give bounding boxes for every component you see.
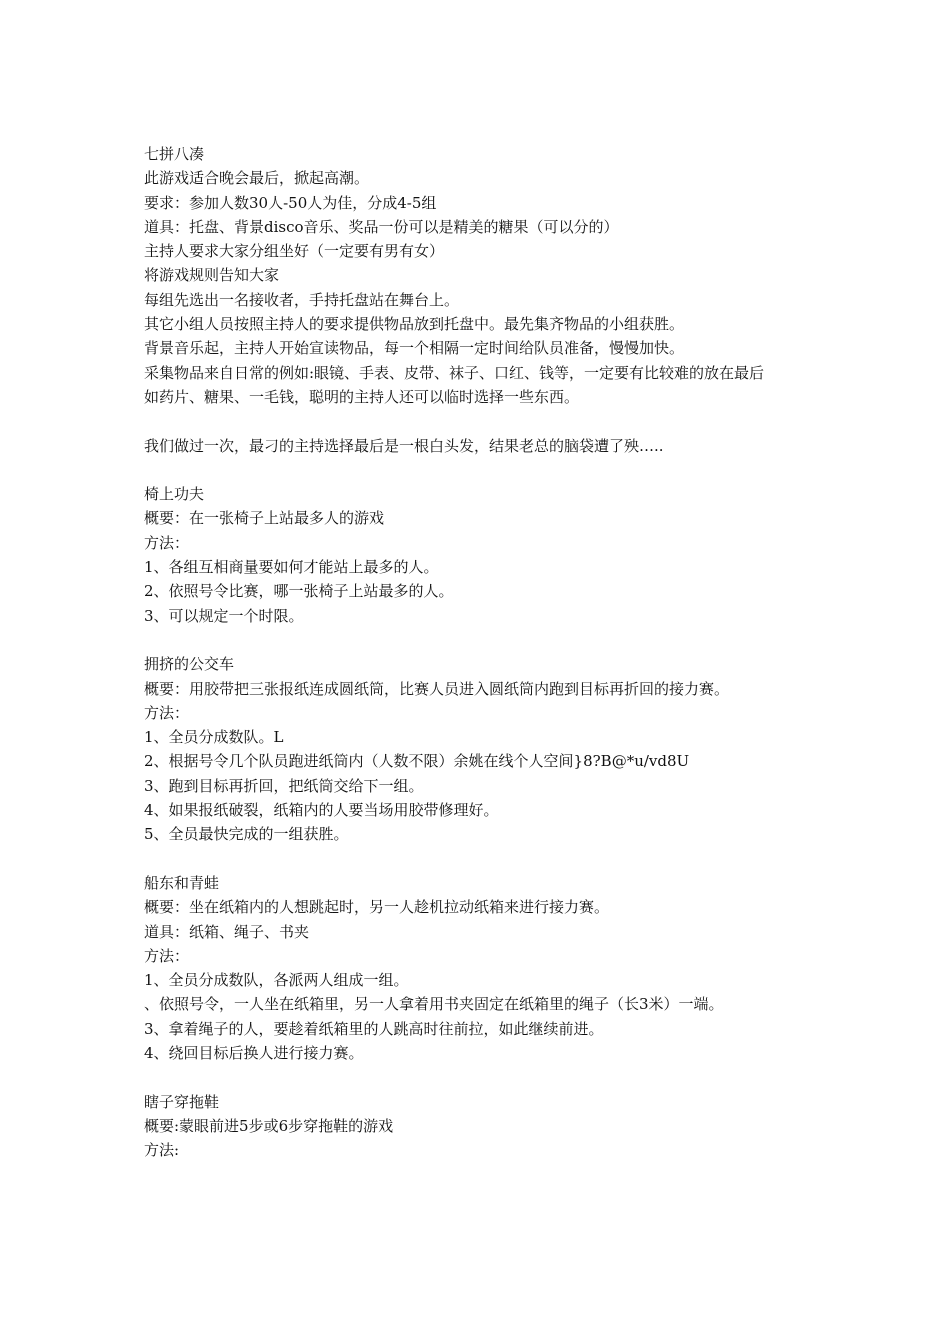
section-2 <box>144 434 824 458</box>
text-line: 要求：参加人数30人-50人为佳，分成4-5组 <box>144 193 437 212</box>
text-line: 道具：托盘、背景disco音乐、奖品一份可以是精美的糖果（可以分的） <box>144 217 619 236</box>
text-line: 5、全员最快完成的一组获胜。 <box>144 825 349 844</box>
text-line: 背景音乐起，主持人开始宣读物品，每一个相隔一定时间给队员准备，慢慢加快。 <box>144 339 685 358</box>
text-line: 1、各组互相商量要如何才能站上最多的人。 <box>144 558 439 577</box>
text-line: 概要：坐在纸箱内的人想跳起时，另一人趁机拉动纸箱来进行接力赛。 <box>144 898 610 917</box>
section-heading-line: 七拼八凑 <box>144 145 205 163</box>
text-line: 主持人要求大家分组坐好（一定要有男有女） <box>144 242 445 261</box>
text-line: 其它小组人员按照主持人的要求提供物品放到托盘中。最先集齐物品的小组获胜。 <box>144 315 685 334</box>
paragraph-gap <box>144 458 824 482</box>
text-line: 4、如果报纸破裂，纸箱内的人要当场用胶带修理好。 <box>144 801 499 820</box>
section-1 <box>144 142 824 409</box>
section-heading-line: 瞎子穿拖鞋 <box>144 1092 220 1111</box>
text-line: 道具：纸箱、绳子、书夹 <box>144 922 310 941</box>
text-line: 将游戏规则告知大家 <box>144 266 280 285</box>
text-line: 3、拿着绳子的人，要趁着纸箱里的人跳高时往前拉，如此继续前进。 <box>144 1019 604 1038</box>
text-line: 方法： <box>144 946 190 965</box>
text-line: 4、绕回目标后换人进行接力赛。 <box>144 1043 364 1062</box>
text-line: 3、跑到目标再折回，把纸筒交给下一组。 <box>144 776 424 795</box>
paragraph-gap <box>144 628 824 652</box>
text-line: 方法: <box>144 1141 180 1160</box>
section-heading-line: 拥挤的公交车 <box>144 655 235 674</box>
section-heading-line: 椅上功夫 <box>144 485 205 504</box>
document-body <box>144 142 824 1162</box>
section-6 <box>144 1090 824 1163</box>
text-line: 此游戏适合晚会最后，掀起高潮。 <box>144 169 370 188</box>
section-3 <box>144 482 824 628</box>
section-heading-line: 我们做过一次，最刁的主持选择最后是一根白头发，结果老总的脑袋遭了殃….. <box>144 436 664 455</box>
text-line: 如药片、糖果、一毛钱，聪明的主持人还可以临时选择一些东西。 <box>144 387 580 406</box>
text-line: 、依照号令，一人坐在纸箱里，另一人拿着用书夹固定在纸箱里的绳子（长3米）一端。 <box>144 995 724 1014</box>
text-line: 1、全员分成数队，各派两人组成一组。 <box>144 971 409 990</box>
text-line: 2、根据号令几个队员跑进纸筒内（人数不限）余姚在线个人空间}8?B@*u/vd8U <box>144 752 690 771</box>
text-line: 1、全员分成数队。L <box>144 728 284 747</box>
paragraph-gap <box>144 1065 824 1089</box>
text-line: 概要：用胶带把三张报纸连成圆纸筒，比赛人员进入圆纸筒内跑到目标再折回的接力赛。 <box>144 679 730 698</box>
section-heading-line: 船东和青蛙 <box>144 873 220 892</box>
text-line: 概要:蒙眼前进5步或6步穿拖鞋的游戏 <box>144 1116 394 1135</box>
section-5 <box>144 871 824 1065</box>
text-line: 概要：在一张椅子上站最多人的游戏 <box>144 509 385 528</box>
text-line: 方法： <box>144 533 190 552</box>
paragraph-gap <box>144 409 824 433</box>
text-line: 2、依照号令比赛，哪一张椅子上站最多的人。 <box>144 582 454 601</box>
text-line: 3、可以规定一个时限。 <box>144 606 304 625</box>
paragraph-gap <box>144 847 824 871</box>
text-line: 方法： <box>144 703 190 722</box>
section-4 <box>144 652 824 846</box>
text-line: 每组先选出一名接收者，手持托盘站在舞台上。 <box>144 290 460 309</box>
text-line: 采集物品来自日常的例如:眼镜、手表、皮带、袜子、口红、钱等，一定要有比较难的放在最后 <box>144 363 765 382</box>
